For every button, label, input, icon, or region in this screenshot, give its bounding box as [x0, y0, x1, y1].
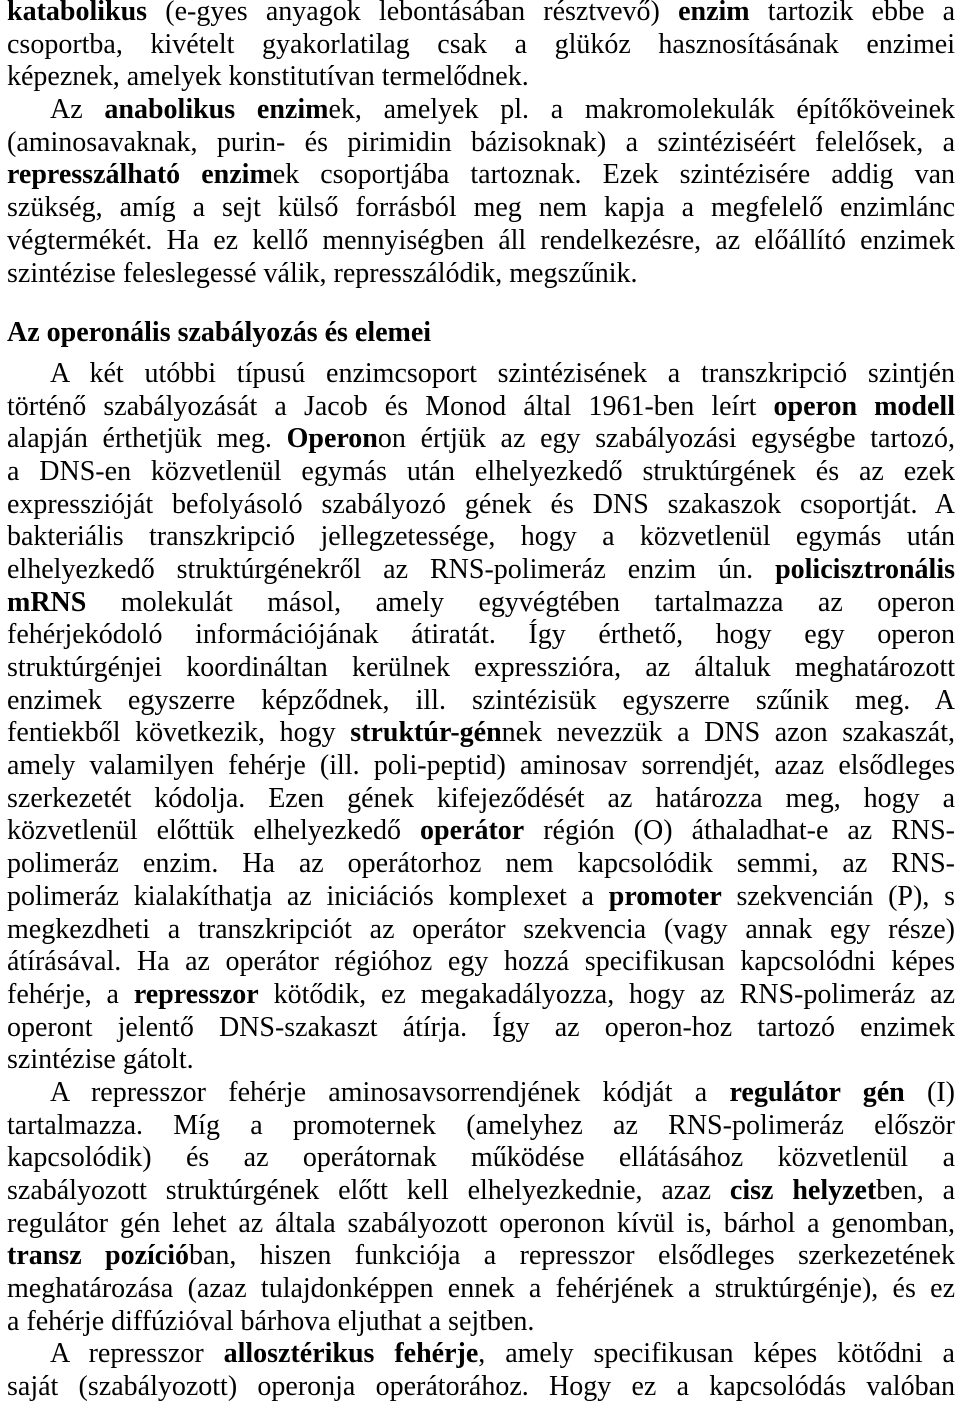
text-run: fentiekből következik, hogy: [7, 717, 351, 749]
text-line: [7, 783, 955, 816]
bold-term: mRNS: [7, 586, 87, 618]
text-line: [7, 1110, 955, 1143]
text-line: [7, 815, 955, 848]
text-line: [7, 750, 955, 783]
section-heading: Az operonális szabályozás és elemei: [7, 316, 432, 348]
bold-term: represszálható enzim: [7, 159, 273, 191]
text-run: a fehérje diffúzióval bárhova eljuthat a sejtben.: [7, 1305, 535, 1337]
text-line: [7, 1338, 955, 1371]
text-run: A represszor: [50, 1338, 224, 1370]
text-run: molekulát másol, amely egyvégtében tartalmazza az operon: [86, 586, 955, 618]
text-line: [7, 94, 955, 127]
bold-term: transz pozíció: [7, 1240, 189, 1272]
text-run: (I): [904, 1076, 955, 1108]
bold-term: enzim: [678, 0, 750, 27]
text-run: régión (O) áthaladhat-e az RNS-: [524, 815, 955, 847]
paragraph-anabolic-enzymes: [7, 94, 955, 290]
paragraph-catabolic-enzymes: [7, 0, 955, 94]
bold-term: operon modell: [773, 390, 955, 422]
text-line: [7, 159, 955, 192]
text-run: fehérje, a: [7, 978, 134, 1010]
bold-term: Operon: [286, 423, 378, 455]
text-run: ek, amelyek pl. a makromolekulák építőköveinek: [328, 94, 955, 126]
text-run: kapcsolódik) és az operátornak működése ellátásához közvetlenül a: [7, 1142, 955, 1174]
text-run: (e-gyes anyagok lebontásában résztvevő): [147, 0, 679, 27]
text-run: tartalmazza. Míg a promoternek (amelyhez az RNS-polimeráz először: [7, 1109, 955, 1141]
text-line: [7, 914, 955, 947]
text-run: , amely specifikusan képes kötődni a: [478, 1338, 955, 1370]
text-run: regulátor gén lehet az általa szabályozott operonon kívül is, bárhol a genomban,: [7, 1207, 955, 1239]
text-line: [7, 1273, 955, 1306]
text-line: [7, 258, 955, 291]
text-line: [7, 619, 955, 652]
paragraph-operon-regulation: [7, 358, 955, 1077]
text-run: elhelyezkedő struktúrgénekről az RNS-polimeráz enzim ún.: [7, 553, 776, 585]
text-line: [7, 456, 955, 489]
text-run: nek nevezzük a DNS azon szakaszát,: [501, 717, 955, 749]
text-line: [7, 554, 955, 587]
text-run: végtermékét. Ha ez kellő mennyiségben áll rendelkezésre, az előállító enzimek: [7, 224, 955, 256]
bold-term: policisztronális: [775, 553, 955, 585]
text-run: szintézise feleslegessé válik, represszálódik, megszűnik.: [7, 257, 638, 289]
text-run: fehérjekódoló információjának átiratát. Így érthető, hogy egy operon: [7, 619, 955, 651]
text-run: kötődik, ez megakadályozza, hogy az RNS-polimeráz az: [258, 978, 955, 1010]
bold-term: operátor: [420, 815, 525, 847]
bold-term: promoter: [608, 880, 722, 912]
bold-term: represszor: [133, 978, 259, 1010]
text-run: képeznek, amelyek konstitutívan termelődnek.: [7, 61, 529, 93]
text-line: [7, 1012, 955, 1045]
text-run: polimeráz kialakíthatja az iniciációs komplexet a: [7, 880, 609, 912]
text-run: szükség, amíg a sejt külső forrásból meg nem kapja a megfelelő enzimlánc: [7, 192, 955, 224]
text-line: [7, 1175, 955, 1208]
text-run: szekvencián (P), s: [721, 880, 955, 912]
text-line: [7, 423, 955, 456]
text-line: [7, 0, 955, 29]
text-run: történő szabályozását a Jacob és Monod által 1961-ben leírt: [7, 390, 774, 422]
text-line: [7, 391, 955, 424]
text-line: [7, 1044, 955, 1077]
text-line: [7, 717, 955, 750]
text-line: [7, 979, 955, 1012]
text-line: [7, 521, 955, 554]
bold-term: struktúr-gén: [350, 717, 502, 749]
text-line: [7, 1208, 955, 1241]
text-run: ben, a: [876, 1175, 955, 1207]
bold-term: regulátor gén: [729, 1076, 905, 1108]
text-run: ban, hiszen funkciója a represszor elsődleges szerkezetének: [189, 1240, 955, 1272]
text-run: A represszor fehérje aminosavsorrendjének kódját a: [50, 1076, 730, 1108]
text-run: struktúrgénjei koordináltan kerülnek expresszióra, az általuk meghatározott: [7, 652, 955, 684]
text-run: saját (szabályozott) operonja operátorához. Hogy ez a kapcsolódás valóban: [7, 1371, 955, 1403]
text-line: [7, 225, 955, 258]
text-run: amely valamilyen fehérje (ill. poli-peptid) aminosav sorrendjét, azaz elsődleges: [7, 750, 955, 782]
text-run: Az: [50, 94, 105, 126]
paragraph-regulator-gene: [7, 1077, 955, 1339]
text-run: meghatározása (azaz tulajdonképpen ennek a fehérjének a struktúrgénje), és ez: [7, 1273, 955, 1305]
text-line: [7, 29, 955, 62]
text-line: [7, 127, 955, 160]
text-run: a DNS-en közvetlenül egymás után elhelyezkedő struktúrgének és az ezek: [7, 455, 955, 487]
paragraph-allosteric-repressor: [7, 1338, 955, 1403]
page-content: [7, 0, 955, 1404]
text-run: átírásával. Ha az operátor régióhoz egy hozzá specifikusan kapcsolódni képes: [7, 946, 955, 978]
text-run: szabályozott struktúrgének előtt kell elhelyezkednie, azaz: [7, 1175, 730, 1207]
text-run: A két utóbbi típusú enzimcsoport szintézisének a transzkripció szintjén: [50, 357, 955, 389]
text-line: [7, 1142, 955, 1175]
text-line: [7, 61, 955, 94]
text-run: megkezdheti a transzkripciót az operátor szekvencia (vagy annak egy része): [7, 913, 955, 945]
text-run: on értjük az egy szabályozási egységbe tartozó,: [377, 423, 955, 455]
text-run: (aminosavaknak, purin- és pirimidin bázisoknak) a szintéziséért felelősek, a: [7, 126, 955, 158]
text-line: [7, 652, 955, 685]
text-run: ek csoportjába tartoznak. Ezek szintézisére addig van: [272, 159, 955, 191]
bold-term: anabolikus enzim: [104, 94, 329, 126]
text-line: [7, 848, 955, 881]
text-run: szintézise gátolt.: [7, 1044, 194, 1076]
text-line: [7, 1371, 955, 1404]
text-line: [7, 685, 955, 718]
text-run: bakteriális transzkripció jellegzetessége, hogy a közvetlenül egymás után: [7, 521, 955, 553]
text-line: [7, 1240, 955, 1273]
text-line: [7, 881, 955, 914]
text-run: tartozik ebbe a: [749, 0, 955, 27]
text-run: szerkezetét kódolja. Ezen gének kifejeződését az határozza meg, hogy a: [7, 782, 955, 814]
text-run: expresszióját befolyásoló szabályozó gének és DNS szakaszok csoportját. A: [7, 488, 955, 520]
text-line: [7, 946, 955, 979]
text-run: alapján érthetjük meg.: [7, 423, 287, 455]
text-run: polimeráz enzim. Ha az operátorhoz nem kapcsolódik semmi, az RNS-: [7, 848, 955, 880]
text-line: [7, 489, 955, 522]
text-line: [7, 358, 955, 391]
text-line: [7, 587, 955, 620]
text-run: operont jelentő DNS-szakaszt átírja. Így az operon-hoz tartozó enzimek: [7, 1011, 955, 1043]
bold-term: allosztérikus fehérje: [223, 1338, 479, 1370]
bold-term: katabolikus: [7, 0, 148, 27]
text-run: közvetlenül előttük elhelyezkedő: [7, 815, 421, 847]
text-line: [7, 1306, 955, 1339]
text-run: csoportba, kivételt gyakorlatilag csak a glükóz hasznosításának enzimei: [7, 28, 955, 60]
bold-term: cisz helyzet: [729, 1175, 877, 1207]
text-line: [7, 192, 955, 225]
text-run: enzimek egyszerre képződnek, ill. szintézisük egyszerre szűnik meg. A: [7, 684, 955, 716]
text-line: [7, 1077, 955, 1110]
